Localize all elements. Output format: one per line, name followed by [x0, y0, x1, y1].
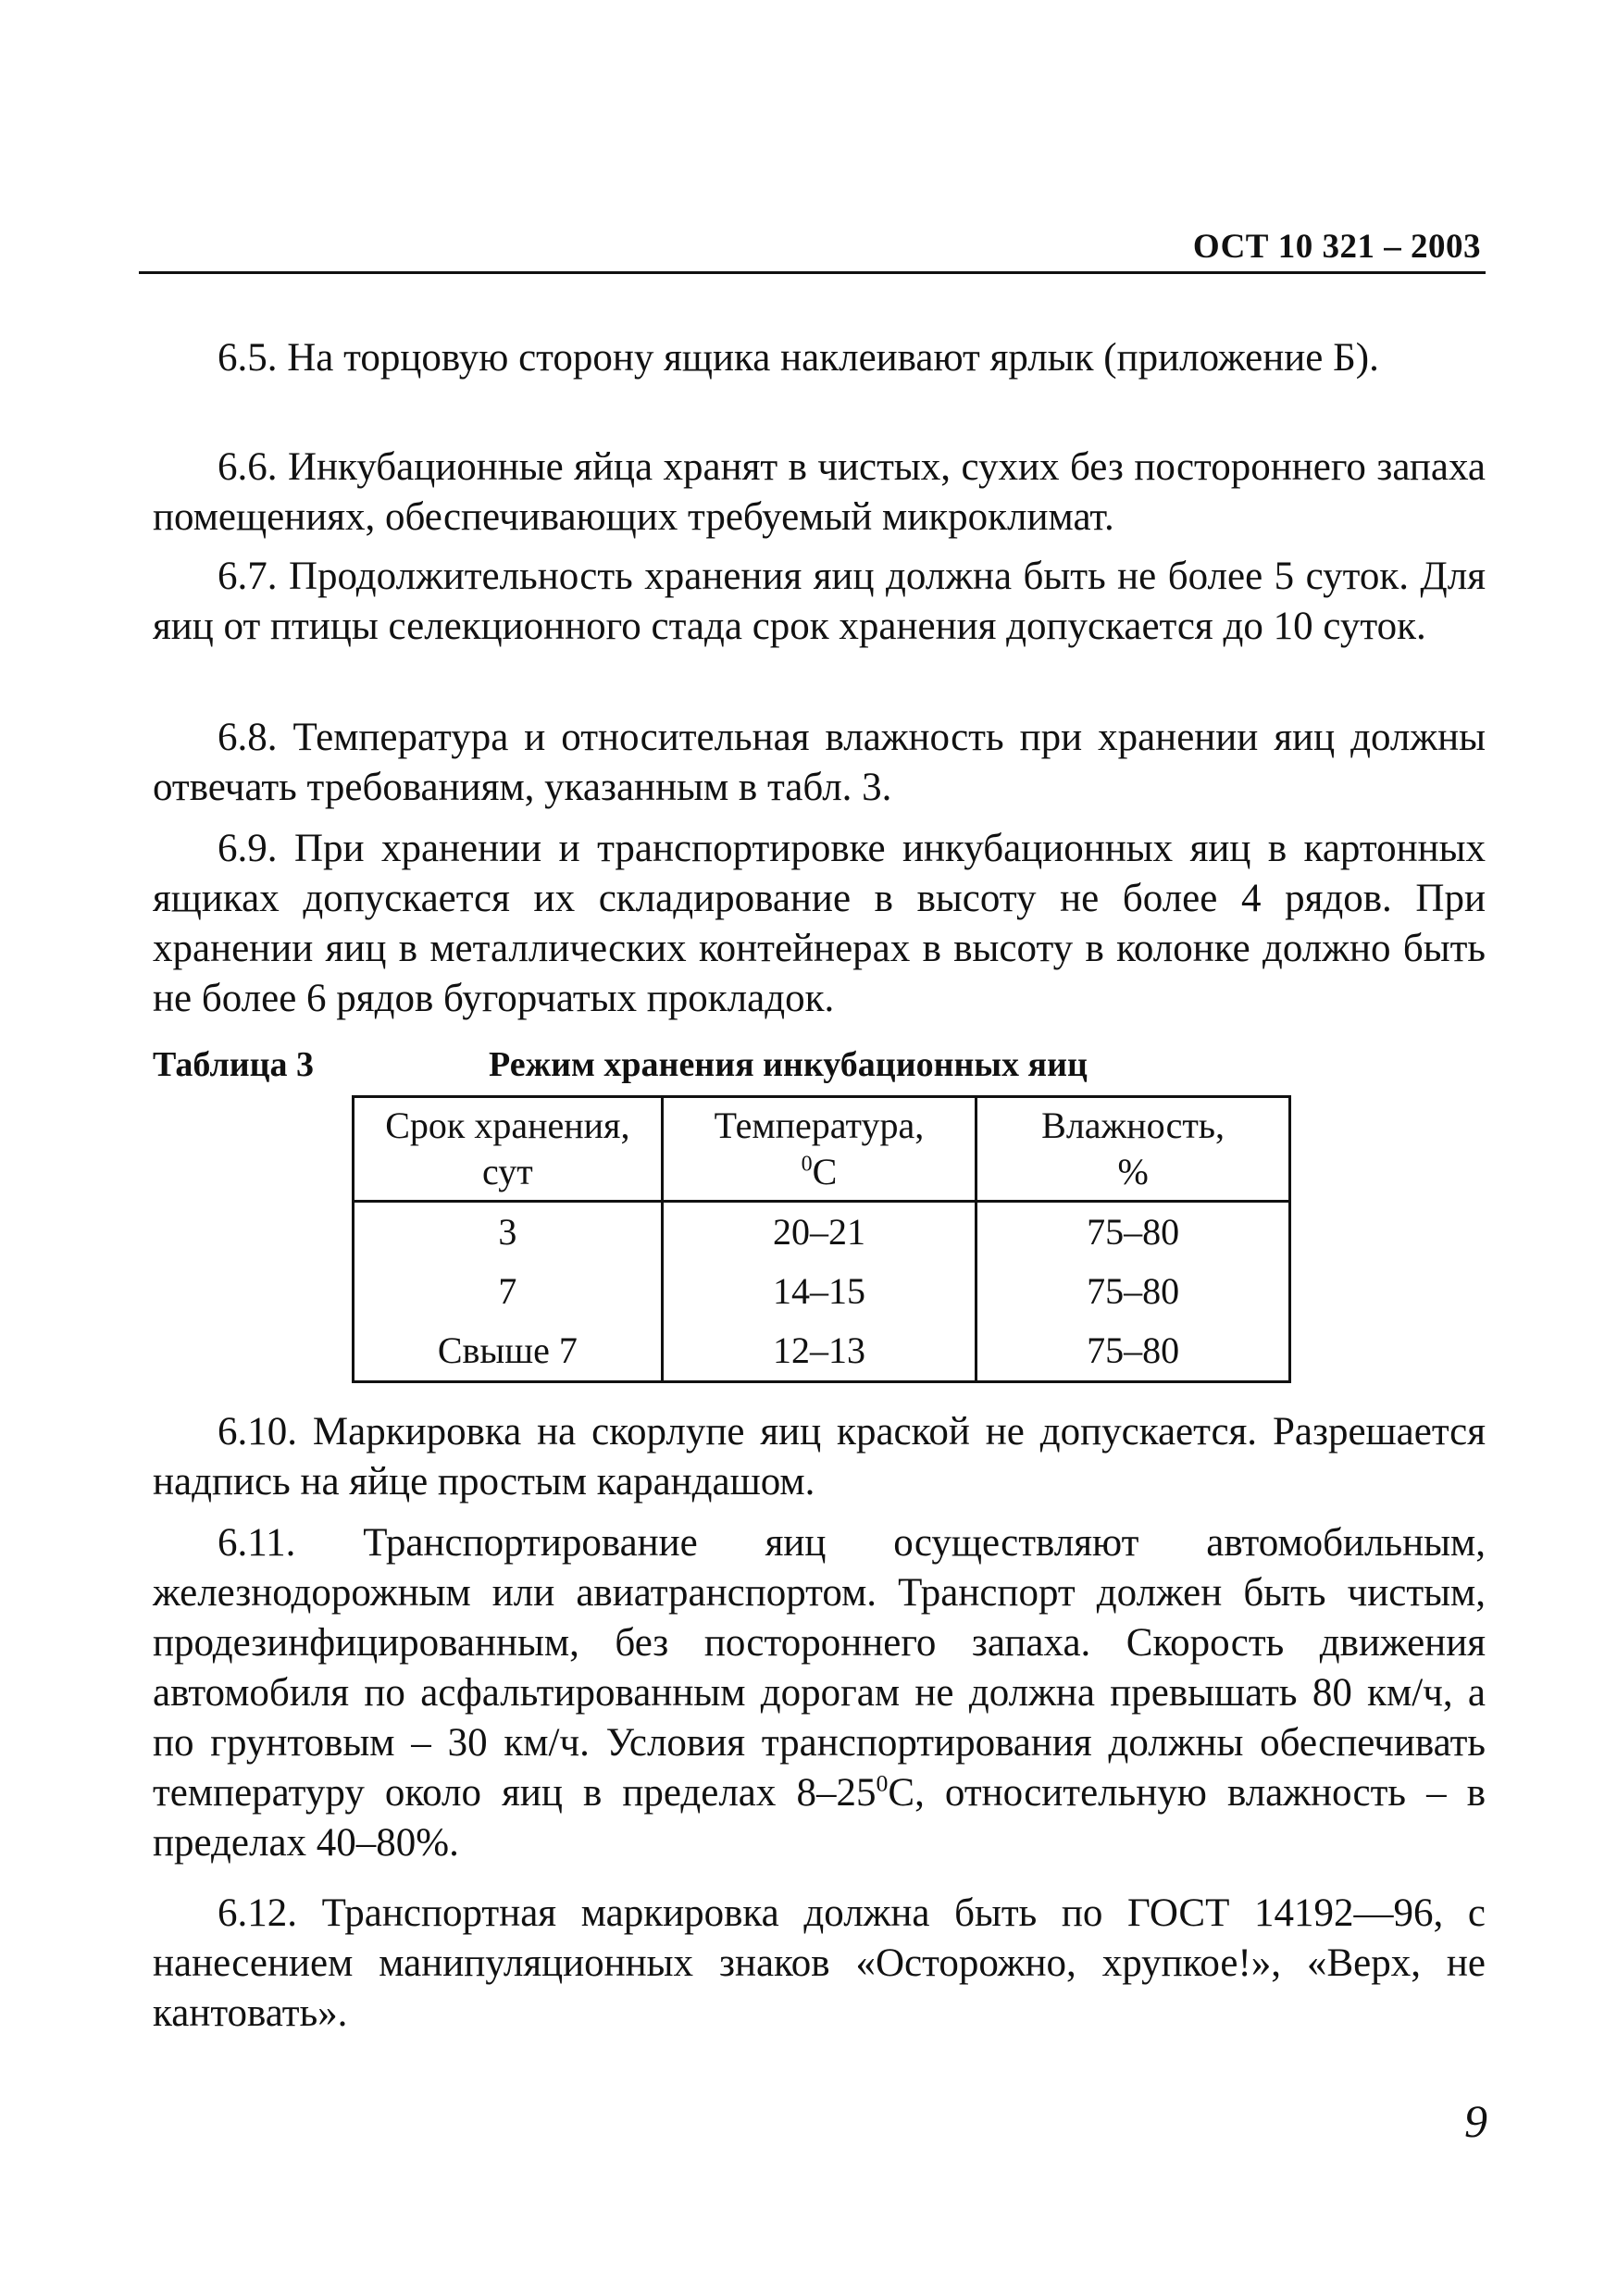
paragraph-6-8: 6.8. Температура и относительная влажность при хранении яиц должны отвечать требованиям, указанным в табл. 3.: [153, 716, 1486, 809]
table-row: [354, 1321, 1290, 1382]
cell-temperature: 14–15: [662, 1262, 976, 1321]
paragraph-6-9: 6.9. При хранении и транспортировке инкубационных яиц в картонных ящиках допускается их складирование в высоту не более 4 рядов. При хранении яиц в металлических контейнерах в высоту в колонке должно быть не более 6 рядов бугорчатых прокладок.: [153, 827, 1486, 1020]
table-title: Режим хранения инкубационных яиц: [489, 1045, 1088, 1084]
cell-term: 7: [354, 1262, 663, 1321]
paragraph-6-6: 6.6. Инкубационные яйца хранят в чистых, сухих без постороннего запаха помещениях, обеспечивающих требуемый микроклимат.: [153, 445, 1486, 539]
cell-humidity: 75–80: [976, 1202, 1290, 1263]
paragraph-6-11: 6.11. Транспортирование яиц осуществляют автомобильным, железнодорожным или авиатранспортом. Транспорт должен быть чистым, продезинфицированным, без постороннего запаха. Скорость движения автомобиля по асфальтированным дорогам не должна превышать 80 км/ч, а по грунтовым – 30 км/ч. Условия транспортирования должны обеспечивать температуру около яиц в пределах $8-25^0С$, относительную влажность – в пределах 40–80%.: [153, 1521, 1486, 1865]
cell-term: Свыше 7: [354, 1321, 663, 1382]
paragraph-6-5: 6.5. На торцовую сторону ящика наклеивают ярлык (приложение Б).: [218, 336, 1379, 380]
header-temperature: Температура, $^0$С: [662, 1097, 976, 1202]
table-label: Таблица 3: [153, 1045, 315, 1084]
paragraph-6-7: 6.7. Продолжительность хранения яиц должна быть не более 5 суток. Для яиц от птицы селекционного стада срок хранения допускается до 10 суток.: [153, 555, 1486, 648]
storage-mode-table: [352, 1095, 1291, 1383]
header-humidity: Влажность, %: [976, 1097, 1290, 1202]
document-code: ОСТ 10 321 – 2003: [1192, 228, 1481, 266]
table-header-row: [354, 1097, 1290, 1202]
page-number: 9: [1464, 2095, 1487, 2147]
cell-humidity: 75–80: [976, 1321, 1290, 1382]
page-header: [139, 227, 1486, 274]
cell-temperature: 20–21: [662, 1202, 976, 1263]
paragraph-6-12: 6.12. Транспортная маркировка должна быть по ГОСТ 14192—96, с нанесением манипуляционных знаков «Осторожно, хрупкое!», «Верх, не кантовать».: [153, 1891, 1486, 2035]
paragraph-6-10: 6.10. Маркировка на скорлупе яиц краской не допускается. Разрешается надпись на яйце простым карандашом.: [153, 1410, 1486, 1504]
header-storage-term: Срок хранения, сут: [354, 1097, 663, 1202]
cell-temperature: 12–13: [662, 1321, 976, 1382]
cell-humidity: 75–80: [976, 1262, 1290, 1321]
cell-term: 3: [354, 1202, 663, 1263]
table-row: [354, 1262, 1290, 1321]
table-row: [354, 1202, 1290, 1263]
